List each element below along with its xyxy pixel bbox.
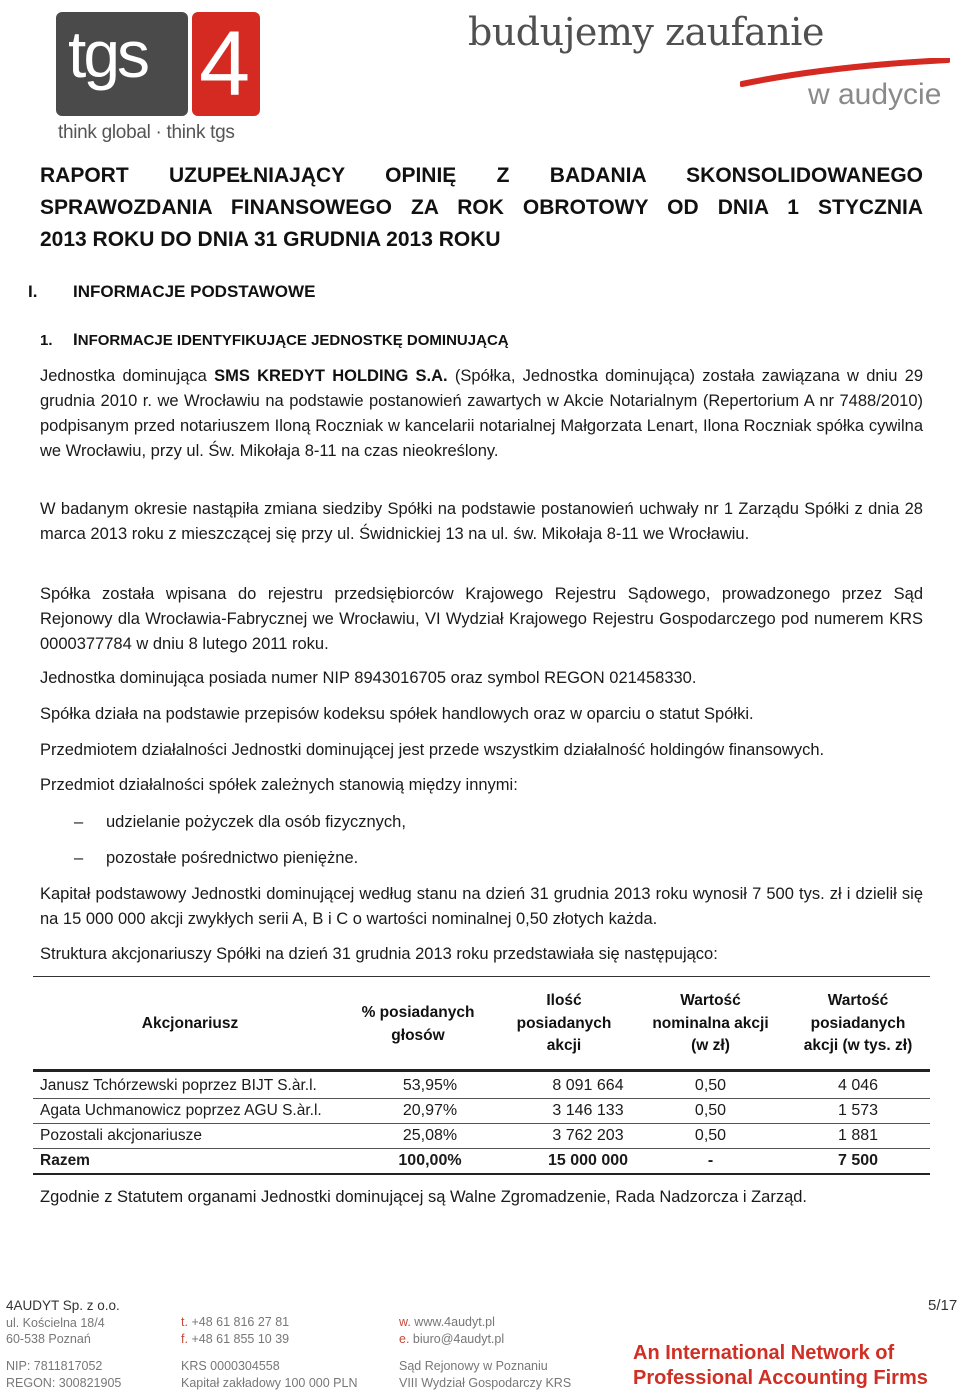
cell-total-label: Razem — [40, 1152, 90, 1169]
cell-votes-pct: 25,08% — [402, 1127, 458, 1144]
cell-nominal-value: 0,50 — [694, 1077, 727, 1094]
paragraph-company-founding — [40, 364, 923, 464]
phone-label: t. — [181, 1315, 188, 1329]
footer-capital: Kapitał zakładowy 100 000 PLN — [181, 1375, 358, 1390]
logo-text: tgs — [68, 17, 148, 91]
cell-holding-value: 1 573 — [837, 1102, 879, 1119]
cell-shareholder: Pozostali akcjonariusze — [40, 1127, 202, 1144]
paragraph-governing-bodies: Zgodnie z Statutem organami Jednostki dominującej są Walne Zgromadzenie, Rada Nadzorcza i Zarząd. — [40, 1188, 808, 1206]
report-title — [40, 160, 923, 224]
footer-tax-ids — [6, 1358, 121, 1391]
table-header-nominal-value: Wartość nominalna akcji (w zł) — [652, 992, 769, 1054]
footer-street: ul. Kościelna 18/4 — [6, 1315, 105, 1330]
paragraph-share-capital: Kapitał podstawowy Jednostki dominującej według stanu na dzień 31 grudnia 2013 roku wynosił 7 500 tys. zł i dzielił się na 15 000 000 akcji zwykłych serii A, B i C o wartości nominalnej 0,50 złotych każda. — [40, 885, 923, 928]
cell-holding-value: 4 046 — [837, 1077, 879, 1094]
logo-dark-block — [56, 12, 188, 116]
logo-red-block — [192, 12, 260, 116]
report-title-line-1: RAPORT UZUPEŁNIAJĄCY OPINIĘ Z BADANIA SKONSOLIDOWANEGO — [40, 164, 923, 187]
report-title-line-2: SPRAWOZDANIA FINANSOWEGO ZA ROK OBROTOWY OD DNIA 1 STYCZNIA — [40, 196, 923, 219]
section-title: INFORMACJE PODSTAWOWE — [73, 282, 316, 301]
paragraph-registration: Spółka została wpisana do rejestru przedsiębiorców Krajowego Rejestru Sądowego, prowadzonego przez Sąd Rejonowy dla Wrocławia-Fabrycznej we Wrocławiu, VI Wydział Krajowego Rejestru Gospodarczego pod numerem KRS 0000377784 w dniu 8 lutego 2011 roku. — [40, 585, 923, 653]
list-dash: – — [74, 849, 84, 867]
list-item-text: udzielanie pożyczek dla osób fizycznych, — [106, 813, 406, 831]
footer-city: 60-538 Poznań — [6, 1332, 91, 1346]
logo-tagline: think global · think tgs — [58, 122, 235, 143]
footer-fax: +48 61 855 10 39 — [191, 1331, 290, 1346]
paragraph-shareholder-structure: Struktura akcjonariuszy Spółki na dzień 31 grudnia 2013 roku przedstawiała się następująco: — [40, 945, 718, 963]
fax-label: f. — [181, 1331, 188, 1346]
cell-total-holding-value: 7 500 — [837, 1152, 879, 1169]
footer-company-address — [6, 1298, 120, 1348]
subsection-title-rest: NFORMACJE IDENTYFIKUJĄCE JEDNOSTKĘ DOMINUJĄCĄ — [77, 332, 509, 349]
www-label: w. — [399, 1315, 411, 1329]
network-line-2: Professional Accounting Firms — [633, 1367, 928, 1389]
cell-nominal-value: 0,50 — [694, 1102, 727, 1119]
footer-krs: KRS 0000304558 — [181, 1359, 280, 1373]
table-top-rule — [33, 976, 930, 977]
email-label: e. — [399, 1331, 410, 1346]
paragraph-nip-regon: Jednostka dominująca posiada numer NIP 8943016705 oraz symbol REGON 021458330. — [40, 669, 697, 687]
table-row — [33, 1074, 930, 1099]
footer-phone: +48 61 816 27 81 — [191, 1315, 290, 1329]
footer-website-link[interactable]: www.4audyt.pl — [414, 1315, 495, 1329]
table-header-rule — [33, 1069, 930, 1072]
list-item-text: pozostałe pośrednictwo pieniężne. — [106, 849, 359, 867]
slogan-sub: w audycie — [808, 78, 942, 111]
company-name: SMS KREDYT HOLDING S.A. — [214, 367, 448, 385]
footer-krs-capital — [181, 1358, 358, 1391]
table-row — [33, 1099, 930, 1124]
paragraph-subsidiaries: Przedmiot działalności spółek zależnych stanowią między innymi: — [40, 776, 518, 794]
footer-court — [399, 1358, 571, 1391]
tgs4-logo — [56, 12, 261, 148]
paragraph-activity: Przedmiotem działalności Jednostki dominującej jest przede wszystkim działalność holdingów finansowych. — [40, 741, 825, 759]
table-header-votes-pct: % posiadanych głosów — [361, 1004, 475, 1044]
table-header-holding-value: Wartość posiadanych akcji (w tys. zł) — [803, 992, 913, 1054]
section-heading — [28, 282, 315, 302]
footer-email-link[interactable]: biuro@4audyt.pl — [412, 1331, 505, 1346]
footer-company-name: 4AUDYT Sp. z o.o. — [6, 1298, 120, 1313]
footer-court-2: VIII Wydział Gospodarczy KRS — [399, 1375, 572, 1390]
logo-mark: 4 — [199, 13, 251, 115]
network-line-1: An International Network of — [633, 1342, 895, 1364]
table-header-shareholder: Akcjonariusz — [141, 1015, 239, 1032]
footer-regon: REGON: 300821905 — [6, 1375, 122, 1390]
subsection-heading — [40, 330, 509, 350]
cell-shareholder: Agata Uchmanowicz poprzez AGU S.àr.l. — [40, 1102, 322, 1119]
page-number: 5/17 — [928, 1297, 958, 1314]
section-number: I. — [28, 282, 38, 301]
p1-rest: (Spółka, Jednostka dominująca) została zawiązana w dniu 29 grudnia 2010 r. we Wrocławiu na podstawie postanowień zawartych w Akcie Notarialnym (Repertorium A nr 7488/2010) podpisanym przed notariuszem Iloną Roczniak w kancelarii notarialnej Małgorzata Lenart, Ilona Roczniak spółka cywilna we Wrocławiu, przy ul. Św. Mikołaja 8-11 na czas nieokreślony. — [40, 367, 923, 460]
cell-shareholder: Janusz Tchórzewski poprzez BIJT S.àr.l. — [40, 1077, 317, 1094]
cell-holding-value: 1 881 — [837, 1127, 879, 1144]
cell-nominal-value: 0,50 — [694, 1127, 727, 1144]
paragraph-seat-change: W badanym okresie nastąpiła zmiana siedziby Spółki na podstawie postanowień uchwały nr 1 Zarządu Spółki z dnia 28 marca 2013 roku z mieszczącej się przy ul. Świdnickiej 13 na ul. św. Mikołaja 8-11 we Wrocławiu. — [40, 500, 923, 543]
cell-share-count: 8 091 664 — [552, 1077, 624, 1094]
cell-total-votes-pct: 100,00% — [398, 1152, 462, 1169]
list-item — [74, 846, 358, 871]
p1-start: Jednostka dominująca — [40, 367, 215, 385]
report-title-line-3: 2013 ROKU DO DNIA 31 GRUDNIA 2013 ROKU — [40, 228, 501, 251]
subsection-title-initial: I — [73, 330, 78, 349]
cell-share-count: 3 762 203 — [552, 1127, 624, 1144]
paragraph-legal-basis: Spółka działa na podstawie przepisów kodeksu spółek handlowych oraz w oparciu o statut Spółki. — [40, 705, 754, 723]
cell-share-count: 3 146 133 — [552, 1102, 624, 1119]
footer-phone-fax — [181, 1314, 289, 1347]
cell-votes-pct: 20,97% — [402, 1102, 458, 1119]
list-dash: – — [74, 813, 84, 831]
slogan-main: budujemy zaufanie — [468, 10, 824, 54]
table-total-row — [33, 1149, 930, 1175]
network-tagline — [633, 1341, 928, 1391]
table-header-share-count: Ilość posiadanych akcji — [516, 992, 612, 1054]
cell-total-share-count: 15 000 000 — [547, 1152, 629, 1169]
list-item — [74, 810, 406, 835]
footer-web-email — [399, 1314, 504, 1347]
cell-votes-pct: 53,95% — [402, 1077, 458, 1094]
footer-nip: NIP: 7811817052 — [6, 1359, 103, 1373]
footer-court-1: Sąd Rejonowy w Poznaniu — [399, 1359, 548, 1373]
table-row — [33, 1124, 930, 1149]
subsection-number: 1. — [40, 332, 53, 349]
cell-total-nominal-value: - — [707, 1152, 714, 1169]
